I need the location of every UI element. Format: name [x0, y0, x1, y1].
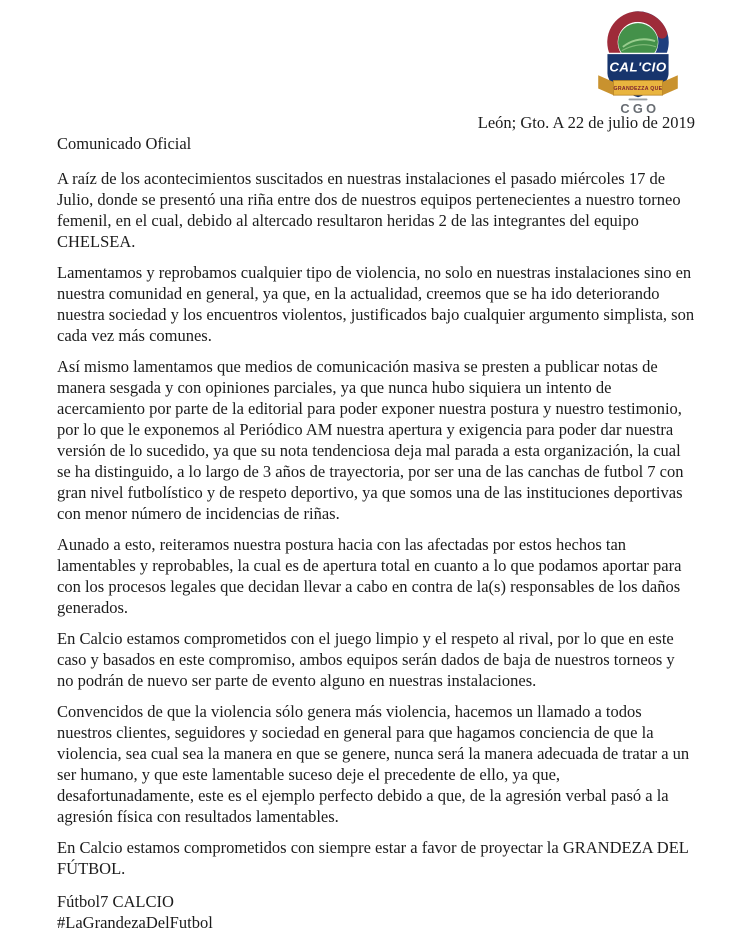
calcio-logo: [581, 8, 695, 116]
paragraph-reflection: Convencidos de que la violencia sólo genera más violencia, hacemos un llamado a todos nuestros clientes, seguidores y sociedad en general para que hagamos conciencia de que la violencia, sea cual sea la manera en que se genere, nunca será la manera adecuada de tratar a un ser humano, y que este lamentable suceso deje el precedente de ello, ya que, desafortunadamente, este es el ejemplo perfecto debido a que, de la agresión verbal pasó a la agresión física con resultados lamentables.: [57, 702, 690, 826]
salutation: Comunicado Oficial: [57, 134, 192, 153]
logo-abbr-label: CGO: [620, 101, 660, 117]
paragraph-sanction: En Calcio estamos comprometidos con el juego limpio y el respeto al rival, por lo que en este caso y basados en este compromiso, ambos equipos serán dados de baja de nuestros torneos y no podrán de nuevo ser parte de evento alguno en nuestras instalaciones.: [57, 629, 675, 690]
signature-block: [57, 891, 695, 933]
paragraph-condemnation: Lamentamos y reprobamos cualquier tipo de violencia, no solo en nuestras instalaciones sino en nuestra comunidad en general, ya que, en la actualidad, creemos que se ha ido deteriorando nuestra sociedad y los encuentros violentos, justificados bajo cualquier argumento simplista, son cada vez más comunes.: [57, 263, 695, 345]
logo-brand-label: CAL'CIO: [609, 59, 667, 75]
paragraph-media: Así mismo lamentamos que medios de comunicación masiva se presten a publicar notas de manera sesgada y con opiniones parciales, ya que nunca hubo siquiera un intento de acercamiento por parte de la editorial para poder exponer nuestra postura y nuestro testimonio, por lo que le exponemos al Periódico AM nuestra apertura y exigencia para poder dar nuestra versión de lo sucedido, ya que su nota tendenciosa deja mal parada a esta organización, la cual se ha distinguido, a lo largo de 3 años de trayectoria, por ser una de las canchas de futbol 7 con gran nivel futbolístico y de respeto deportivo, ya que somos una de las instituciones deportivas con menor número de incidencias de riñas.: [57, 357, 684, 523]
tiny-tagline-icon: [629, 98, 648, 100]
paragraph-support: Aunado a esto, reiteramos nuestra postura hacia con las afectadas por estos hechos tan lamentables y reprobables, la cual es de apertura total en cuanto a lo que podamos aportar para con los procesos legales que decidan llevar a cabo en contra de la(s) responsables de los daños generados.: [57, 535, 682, 617]
dateline: León; Gto. A 22 de julio de 2019: [477, 113, 695, 132]
letter-header: [57, 0, 695, 117]
calcio-crest-icon: [581, 8, 695, 116]
signature-org: Fútbol7 CALCIO: [57, 892, 174, 911]
ribbon-slogan-label: GRANDEZZA QUE: [613, 85, 663, 92]
paragraph-incident: A raíz de los acontecimientos suscitados en nuestras instalaciones el pasado miércoles 17 de Julio, donde se presentó una riña entre dos de nuestros equipos pertenecientes a nuestro torneo femenil, en el cual, debido al altercado resultaron heridas 2 de las integrantes del equipo CHELSEA.: [57, 169, 681, 251]
paragraph-closing: En Calcio estamos comprometidos con siempre estar a favor de proyectar la GRANDEZA DEL FÚTBOL.: [57, 838, 689, 878]
signature-hashtag: #LaGrandezaDelFutbol: [57, 913, 213, 932]
